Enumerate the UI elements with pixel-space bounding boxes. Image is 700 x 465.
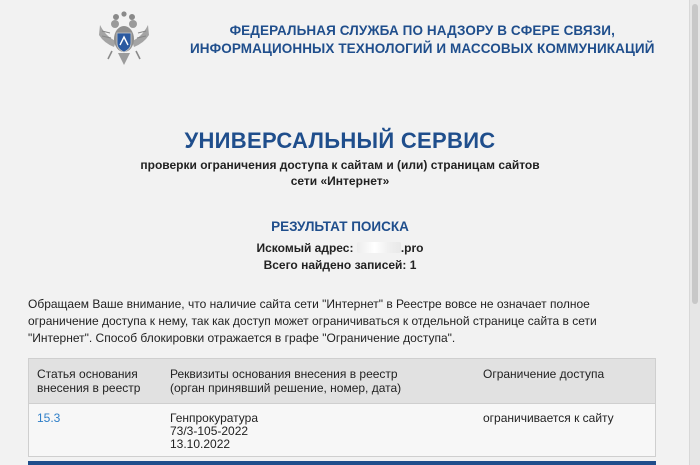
agency-name-line2: ИНФОРМАЦИОННЫХ ТЕХНОЛОГИЙ И МАССОВЫХ КОММУНИКАЦИЙ (190, 41, 655, 56)
service-subtitle (0, 157, 680, 189)
cell-article (29, 404, 166, 456)
notice-text: Обращаем Ваше внимание, что наличие сайта сети "Интернет" в Реестре вовсе не означает полное ограничение доступа к нему, так как доступ может ограничиваться к отдельной странице сайта в сети "Интернет". Способ блокировки отражается в графе "Ограничение доступа". (28, 297, 597, 345)
header-details (166, 359, 475, 403)
header-restriction: Ограничение доступа (483, 367, 605, 381)
header-details-line1: Реквизиты основания внесения в реестр (170, 367, 398, 381)
double-headed-eagle-emblem-icon (96, 11, 152, 69)
redacted-address (357, 242, 401, 253)
table-header (29, 359, 655, 404)
bottom-accent-bar (28, 461, 656, 465)
details-date: 13.10.2022 (170, 437, 231, 451)
article-link[interactable]: 15.3 (37, 411, 61, 425)
cell-details (166, 404, 475, 456)
header-details-line2: (орган принявший решение, номер, дата) (170, 381, 402, 395)
agency-name-line1: ФЕДЕРАЛЬНАЯ СЛУЖБА ПО НАДЗОРУ В СФЕРЕ СВЯЗИ, (229, 23, 615, 38)
service-subtitle-line1: проверки ограничения доступа к сайтам и (или) страницам сайтов (140, 158, 540, 172)
cell-restriction: ограничивается к сайту (483, 411, 614, 425)
results-table (28, 358, 656, 457)
header-article-line2: внесения в реестр (37, 381, 141, 395)
agency-name (190, 22, 655, 58)
header-article-line1: Статья основания (37, 367, 138, 381)
table-row (29, 404, 655, 456)
searched-address-suffix: .pro (400, 241, 424, 255)
searched-address-label: Искомый адрес: (256, 241, 354, 255)
header-article (29, 359, 166, 403)
service-title: УНИВЕРСАЛЬНЫЙ СЕРВИС (184, 128, 496, 153)
header (96, 10, 655, 70)
records-count: Всего найдено записей: 1 (263, 258, 417, 272)
vertical-scrollbar[interactable] (689, 0, 700, 465)
searched-address (0, 241, 680, 255)
result-title: РЕЗУЛЬТАТ ПОИСКА (271, 219, 409, 234)
details-number: 73/3-105-2022 (170, 424, 249, 438)
service-subtitle-line2: сети «Интернет» (290, 174, 390, 188)
scrollbar-thumb[interactable] (692, 4, 698, 304)
details-authority: Генпрокуратура (170, 411, 259, 425)
